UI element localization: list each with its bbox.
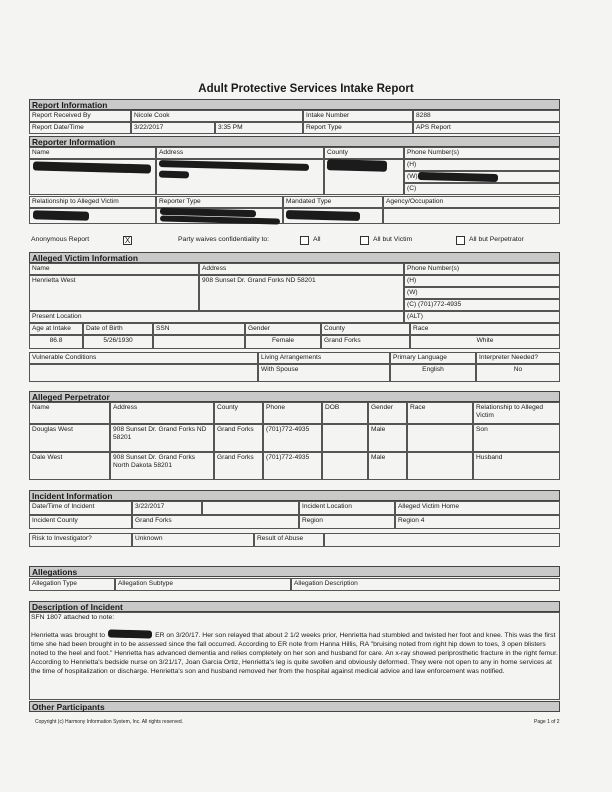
interpreter-needed-label: Interpreter Needed? — [476, 352, 560, 364]
ssn-label: SSN — [153, 323, 245, 335]
perp-header-phone: Phone — [263, 402, 322, 424]
report-type-label: Report Type — [303, 122, 413, 134]
perp-phone: (701)772-4935 — [263, 452, 322, 480]
perp-race — [407, 452, 473, 480]
anonymous-report-label: Anonymous Report — [31, 236, 90, 243]
perp-header-dob: DOB — [322, 402, 368, 424]
section-reporter-information: Reporter Information — [29, 136, 560, 147]
victim-address-value: 908 Sunset Dr. Grand Forks ND 58201 — [199, 275, 404, 311]
redaction-hospital — [108, 629, 152, 638]
primary-language-value: English — [390, 364, 476, 382]
perp-address: 908 Sunset Dr. Grand Forks North Dakota 58201 — [110, 452, 214, 480]
present-location-label: Present Location — [29, 311, 404, 323]
vulnerable-conditions-label: Vulnerable Conditions — [29, 352, 258, 364]
incident-location-label: Incident Location — [299, 501, 395, 515]
anonymous-report-checkbox[interactable]: X — [124, 236, 131, 245]
description-para-start: Henrietta was brought to — [31, 632, 106, 639]
living-arrangements-label: Living Arrangements — [258, 352, 390, 364]
reporter-county-label: County — [324, 147, 404, 159]
allegation-description-label: Allegation Description — [291, 578, 560, 591]
section-description-of-incident: Description of Incident — [29, 601, 560, 612]
relationship-label: Relationship to Alleged Victim — [29, 196, 156, 208]
interpreter-needed-value: No — [476, 364, 560, 382]
allegation-type-label: Allegation Type — [29, 578, 115, 591]
waive-all-checkbox[interactable] — [300, 236, 309, 245]
gender-value: Female — [245, 335, 321, 349]
reporter-phone-h: (H) — [404, 159, 560, 171]
reporter-phone-label: Phone Number(s) — [404, 147, 560, 159]
waives-confidentiality-label: Party waives confidentiality to: — [178, 236, 270, 243]
waive-all-but-victim-label: All but Victim — [373, 236, 413, 243]
allegation-subtype-label: Allegation Subtype — [115, 578, 291, 591]
redaction-reporter-address-2 — [159, 171, 189, 179]
risk-investigator-label: Risk to Investigator? — [29, 533, 132, 547]
section-report-information: Report Information — [29, 99, 560, 110]
waive-all-but-victim-checkbox[interactable] — [360, 236, 369, 245]
report-date-time-label: Report Date/Time — [29, 122, 131, 134]
age-label: Age at Intake — [29, 323, 83, 335]
section-incident-information: Incident Information — [29, 490, 560, 501]
description-para-rest: ER on 3/20/17. Her son relayed that about 2 1/2 weeks prior, Henrietta had stumbled and twisted her foot and knee. This was the first time she had been brought in to be assessed since the fall occurred. According to ER note from Hanna Hillis, RA "bruising noted from right hip down to toes, 3 open blisters noted to the heel and foot." Henrietta has advanced dementia and relies completely on her son and husband for care. An x-ray showed periprosthetic fracture in the right femur. According to Henrietta's bedside nurse on 3/21/17, Joan Garcia Ortiz, Henrietta's leg is quite swollen and obviously deformed. They were not open to any in home services at the time of hospitalization or discharge. Henrietta's son and husband removed her from the hospital against medical advice and law enforcement was notified. — [31, 632, 558, 675]
ssn-value — [153, 335, 245, 349]
perp-dob — [322, 452, 368, 480]
victim-name-value: Henrietta West — [29, 275, 199, 311]
table-row: Douglas West — [29, 424, 110, 452]
perp-county: Grand Forks — [214, 452, 263, 480]
victim-name-label: Name — [29, 263, 199, 275]
intake-number-label: Intake Number — [303, 110, 413, 122]
incident-region-label: Region — [299, 515, 395, 529]
intake-number-value: 8288 — [413, 110, 560, 122]
perp-header-name: Name — [29, 402, 110, 424]
redaction-mandated-type — [286, 210, 360, 221]
section-allegations: Allegations — [29, 566, 560, 577]
incident-county-label: Incident County — [29, 515, 132, 529]
perp-gender: Male — [368, 452, 407, 480]
waive-all-but-perpetrator-checkbox[interactable] — [456, 236, 465, 245]
incident-date-label: Date/Time of Incident — [29, 501, 132, 515]
footer-copyright: Copyright (c) Harmony Information System, Inc. All rights reserved. — [35, 719, 184, 725]
redaction-relationship — [33, 210, 89, 220]
description-line-1: SFN 1807 attached to note: — [31, 614, 115, 621]
incident-region-value: Region 4 — [395, 515, 560, 529]
victim-phone-label: Phone Number(s) — [404, 263, 560, 275]
perp-header-address: Address — [110, 402, 214, 424]
agency-occupation-label: Agency/Occupation — [383, 196, 560, 208]
dob-label: Date of Birth — [83, 323, 153, 335]
perp-county: Grand Forks — [214, 424, 263, 452]
victim-phone-c: (C) (701)772-4935 — [404, 299, 560, 311]
perp-phone: (701)772-4935 — [263, 424, 322, 452]
description-paragraph — [31, 630, 559, 676]
living-arrangements-value: With Spouse — [258, 364, 390, 382]
vulnerable-conditions-value — [29, 364, 258, 382]
page-title: Adult Protective Services Intake Report — [198, 83, 414, 95]
result-of-abuse-label: Result of Abuse — [254, 533, 324, 547]
reporter-address-label: Address — [156, 147, 324, 159]
victim-phone-alt: (ALT) — [404, 311, 560, 323]
reporter-phone-c: (C) — [404, 183, 560, 195]
county-label: County — [321, 323, 410, 335]
incident-county-value: Grand Forks — [132, 515, 299, 529]
perp-gender: Male — [368, 424, 407, 452]
perp-relationship: Husband — [473, 452, 560, 480]
perp-relationship: Son — [473, 424, 560, 452]
perp-header-race: Race — [407, 402, 473, 424]
victim-address-label: Address — [199, 263, 404, 275]
received-by-label: Report Received By — [29, 110, 131, 122]
section-other-participants: Other Participants — [29, 701, 560, 712]
victim-phone-h: (H) — [404, 275, 560, 287]
report-type-value: APS Report — [413, 122, 560, 134]
reporter-phone-w: (W) — [404, 171, 560, 183]
redaction-reporter-county — [327, 159, 387, 172]
result-of-abuse-value — [324, 533, 560, 547]
primary-language-label: Primary Language — [390, 352, 476, 364]
mandated-type-label: Mandated Type — [283, 196, 383, 208]
perp-header-relationship: Relationship to Alleged Victim — [473, 402, 560, 424]
gender-label: Gender — [245, 323, 321, 335]
report-time-value: 3:35 PM — [215, 122, 303, 134]
reporter-type-label: Reporter Type — [156, 196, 283, 208]
perp-dob — [322, 424, 368, 452]
age-value: 86.8 — [29, 335, 83, 349]
section-alleged-victim: Alleged Victim Information — [29, 252, 560, 263]
incident-time-value — [202, 501, 299, 515]
county-value: Grand Forks — [321, 335, 410, 349]
race-label: Race — [410, 323, 560, 335]
dob-value: 5/26/1930 — [83, 335, 153, 349]
risk-investigator-value: Unknown — [132, 533, 254, 547]
agency-occupation-value — [383, 208, 560, 224]
received-by-value: Nicole Cook — [131, 110, 303, 122]
waive-all-label: All — [313, 236, 321, 243]
perp-address: 908 Sunset Dr. Grand Forks ND 58201 — [110, 424, 214, 452]
victim-phone-w: (W) — [404, 287, 560, 299]
waive-all-but-perpetrator-label: All but Perpetrator — [469, 236, 524, 243]
incident-location-value: Alleged Victim Home — [395, 501, 560, 515]
perp-header-gender: Gender — [368, 402, 407, 424]
perp-race — [407, 424, 473, 452]
race-value: White — [410, 335, 560, 349]
table-row: Dale West — [29, 452, 110, 480]
report-date-value: 3/22/2017 — [131, 122, 215, 134]
reporter-name-label: Name — [29, 147, 156, 159]
section-alleged-perpetrator: Alleged Perpetrator — [29, 391, 560, 402]
perp-header-county: County — [214, 402, 263, 424]
incident-date-value: 3/22/2017 — [132, 501, 202, 515]
footer-page-number: Page 1 of 2 — [534, 719, 560, 725]
